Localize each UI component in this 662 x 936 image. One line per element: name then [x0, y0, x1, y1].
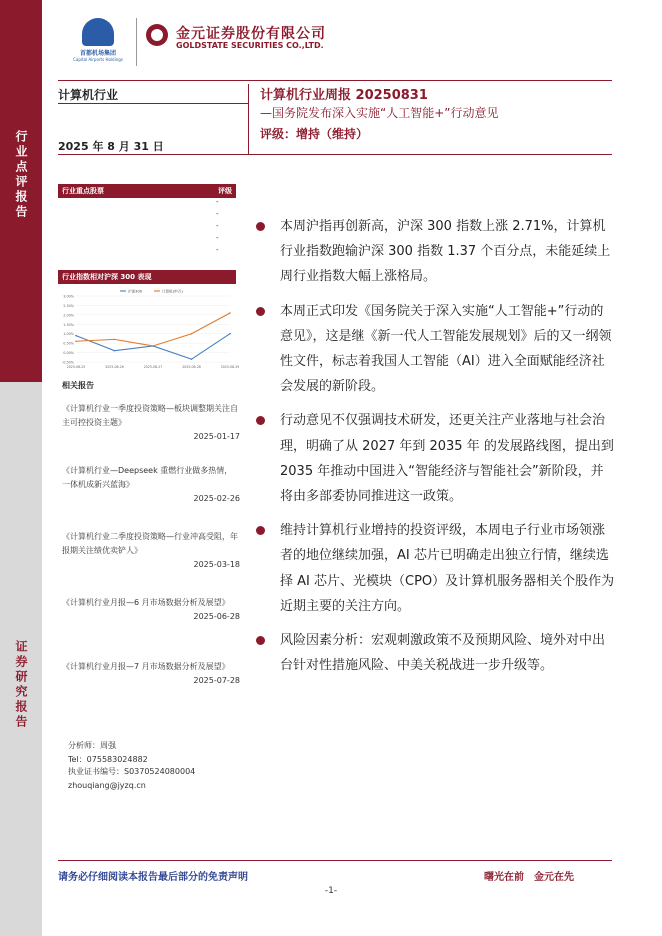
- bullet-item: [256, 408, 616, 509]
- analyst-tel: Tel：07558302488​2: [68, 755, 148, 764]
- legend-label: 计算机(申万): [162, 289, 183, 294]
- report-date: 2025 年 8 月 31 日: [58, 140, 164, 153]
- x-tick-label: 2025-08-27: [143, 365, 163, 369]
- report-rating: 评级：增持（维持）: [260, 127, 369, 141]
- analyst-license: 执业证书编号：S0370524080004: [68, 767, 196, 776]
- related-report-item: [62, 530, 240, 572]
- footer-disclaimer: 请务必仔细阅读本报告最后部分的免责声明: [58, 872, 248, 883]
- airport-logo: [66, 18, 130, 70]
- legend-label: 沪深300: [128, 289, 143, 294]
- header-divider: [248, 84, 249, 154]
- focus-stocks-rating-col: 评级: [218, 187, 232, 195]
- bullet-item: [256, 628, 616, 678]
- data-point: [229, 333, 231, 335]
- related-report-date: 2025-07-28: [193, 676, 240, 685]
- bullet-item: [256, 518, 616, 619]
- analyst-email[interactable]: zhouqiang@jyzq.cn: [68, 781, 146, 790]
- header-rule: [58, 80, 612, 81]
- logo-divider: [136, 18, 137, 66]
- focus-row: -: [216, 222, 219, 230]
- related-report-title: 《计算机行业月报—6 月市场数据分析及展望》: [62, 598, 230, 607]
- data-point: [229, 312, 231, 314]
- data-point: [191, 358, 193, 360]
- x-tick-label: 2025-08-25: [66, 365, 86, 369]
- x-tick-label: 2025-08-26: [105, 365, 124, 369]
- related-report-date: 2025-01-17: [193, 432, 240, 441]
- sidebar-label-research: 证券研究报告: [14, 640, 28, 730]
- chart-header: [58, 270, 236, 284]
- focus-row: -: [216, 210, 219, 218]
- bullet-text: 风险因素分析：宏观刺激政策不及预期风险、境外对中出台针对性措施风险、中美关税战进一步升级等。: [280, 633, 606, 674]
- bullet-dot-icon: [256, 307, 265, 316]
- bullet-dot-icon: [256, 416, 265, 425]
- focus-row: -: [216, 198, 219, 206]
- related-reports-title: 相关报告: [62, 381, 94, 390]
- data-point: [114, 339, 116, 341]
- industry-rule: [58, 103, 248, 104]
- related-report-title: 《计算机行业—Deepseek 重燃行业做多热情，一体机成新兴蓝海》: [62, 466, 233, 489]
- y-tick-label: 2.50%: [63, 303, 74, 308]
- bullet-item: [256, 299, 616, 400]
- footer-rule: [58, 860, 612, 861]
- bullet-text: 行动意见不仅强调技术研发，还更关注产业落地与社会治理，明确了从 2027 年到 2035 年 的发展路线图，提出到 2035 年推动中国进入“智能经济与智能社会”新阶段，并将由多部委协同推进这一政策。: [280, 413, 614, 505]
- y-tick-label: 0.50%: [63, 341, 74, 346]
- company-name-en: GOLDSTATE SECURITIES CO.,LTD.: [176, 41, 324, 50]
- sidebar-label-review: 行业点评报告: [14, 130, 28, 220]
- industry-label: 计算机行业: [58, 88, 119, 102]
- company-logo-icon: [146, 24, 168, 46]
- related-report-date: 2025-02-26: [193, 494, 240, 503]
- analyst-name: 分析师：周强: [68, 741, 116, 750]
- bullet-dot-icon: [256, 526, 265, 535]
- header-bottom-rule: [58, 154, 612, 155]
- bullet-dot-icon: [256, 222, 265, 231]
- x-tick-label: 2025-08-28: [182, 365, 201, 369]
- data-point: [75, 335, 77, 337]
- data-point: [75, 340, 77, 342]
- y-tick-label: 0.00%: [63, 351, 74, 356]
- footer-slogan: 曙光在前 金元在先: [484, 872, 574, 883]
- chart-header-title: 行业指数相对沪深 300 表现: [62, 273, 152, 281]
- related-report-item: [62, 596, 240, 624]
- focus-stocks-title: 行业重点股票: [62, 187, 104, 195]
- related-report-date: 2025-03-18: [193, 560, 240, 569]
- focus-row: -: [216, 246, 219, 254]
- related-report-title: 《计算机行业月报—7 月市场数据分析及展望》: [62, 662, 230, 671]
- data-point: [191, 333, 193, 335]
- bullet-text: 维持计算机行业增持的投资评级，本周电子行业市场领涨者的地位继续加强，AI 芯片已明确走出独立行情，继续选择 AI 芯片、光模块（CPO）及计算机服务器相关个股作为近期主要的关注方向。: [280, 523, 615, 614]
- y-tick-label: 1.50%: [63, 322, 74, 327]
- left-sidebar: [0, 0, 42, 936]
- bullet-dot-icon: [256, 636, 265, 645]
- company-name-cn: 金元证券股份有限公司: [176, 26, 326, 42]
- summary-bullets: [256, 214, 616, 687]
- related-report-item: [62, 660, 240, 688]
- airport-logo-icon: [82, 18, 114, 46]
- related-report-date: 2025-06-28: [193, 612, 240, 621]
- report-title: 计算机行业周报 20250831: [260, 88, 428, 103]
- report-subtitle: —国务院发布深入实施“人工智能+”行动意见: [260, 106, 499, 120]
- airport-logo-cn: 首都机场集团: [79, 50, 116, 57]
- x-tick-label: 2025-08-29: [220, 365, 240, 369]
- y-tick-label: 1.00%: [63, 332, 74, 337]
- focus-row: -: [216, 234, 219, 242]
- related-report-title: 《计算机行业一季度投资策略—板块调整期关注自主可控投资主题》: [62, 404, 238, 427]
- index-performance-chart: [58, 286, 240, 374]
- y-tick-label: -0.50%: [62, 360, 74, 365]
- y-tick-label: 3.00%: [63, 294, 74, 299]
- related-report-title: 《计算机行业二季度投资策略—行业冲高受阻，年报期关注绩优卖铲人》: [62, 532, 238, 555]
- bullet-text: 本周沪指再创新高，沪深 300 指数上涨 2.71%，计算机行业指数跑输沪深 300 指数 1.37 个百分点，未能延续上周行业指数大幅上涨格局。: [280, 219, 611, 285]
- data-point: [152, 345, 154, 347]
- bullet-item: [256, 214, 616, 290]
- page-number: -1-: [324, 886, 338, 896]
- focus-stocks-header: [58, 184, 236, 198]
- related-report-item: [62, 464, 240, 506]
- y-tick-label: 2.00%: [63, 313, 74, 318]
- airport-logo-en: Capital Airports Holdings: [73, 57, 123, 62]
- related-report-item: [62, 402, 240, 444]
- bullet-text: 本周正式印发《国务院关于深入实施“人工智能+”行动的意见》，这是继《新一代人工智能发展规划》后的又一纲领性文件，标志着我国人工智能（AI）进入全面赋能经济社会发展的新阶段。: [280, 303, 612, 395]
- data-point: [114, 350, 116, 352]
- series-line: [76, 313, 230, 346]
